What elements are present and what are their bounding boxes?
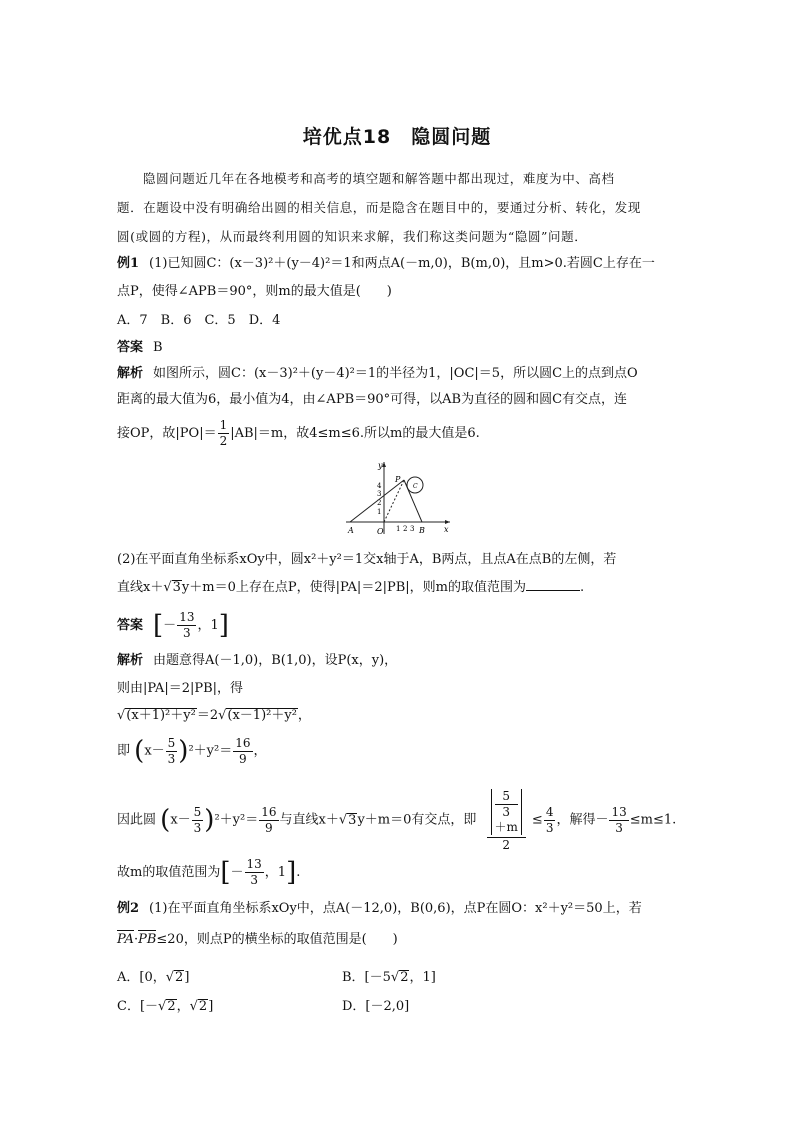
circle-center-label: C [413,483,418,490]
x-tick-2: 2 [403,525,408,533]
example1-analysis2-line6: 故m的取值范围为[－ $\frac{13}{3}$ ，1]. [117,857,301,888]
answer-label: 答案 [117,340,144,355]
answer-blank [526,578,580,591]
distance-fraction: 5 3 ＋m 2 [487,787,526,853]
y-tick-3: 3 [377,490,382,498]
example1-question1-line1: 例1 (1)已知圆C：(x－3)²＋(y－4)²＝1和两点A(－m,0)，B(m,0)，且m>0.若圆C上存在一 [117,256,655,271]
example1-analysis2-line4: 即 (x－ $\frac{5}{3}$ )²＋y²＝ $\frac{16}{9}$ ， [117,735,267,766]
point-A-label: A [348,526,354,535]
example1-question1-line2: 点P，使得∠APB＝90°，则m的最大值是( ) [117,284,392,299]
intro-line-2: 题．在题设中没有明确给出圆的相关信息，而是隐含在题目中的，要通过分析、转化，发现 [117,200,642,215]
example2-question-line2: PA·PB≤20，则点P的横坐标的取值范围是( ) [117,932,398,947]
example1-analysis1-line2: 距离的最大值为6，最小值为4，由∠APB＝90°可得，以AB为直径的圆和圆C有交点，连 [117,392,628,407]
example1-question2-line1: (2)在平面直角坐标系xOy中，圆x²＋y²＝1交x轴于A，B两点，且点A在点B的左侧，若 [117,552,617,567]
option-B: B．[－5√2，1] [342,970,436,985]
option-C: C．[－√2，√2] [117,999,214,1014]
page-title: 培优点18 隐圆问题 [302,126,492,148]
intro-line-3: 圆(或圆的方程)，从而最终利用圆的知识来求解，我们称这类问题为“隐圆”问题． [117,229,588,244]
option-A: A．[0，√2] [117,970,190,985]
example1-question1-options: A．7 B．6 C．5 D．4 [117,313,281,328]
example1-answer2: 答案 [－ $\frac{13}{3}$ ，1] [117,610,229,641]
intro-line-1: 隐圆问题近几年在各地模考和高考的填空题和解答题中都出现过，难度为中、高档 [143,171,615,186]
analysis-label: 解析 [117,366,144,381]
sqrt-radicand: 3 [172,580,181,595]
example1-answer1: 答案 B [117,340,163,355]
x-tick-1: 1 [396,525,401,533]
origin-label: O [377,527,384,536]
example1-analysis2-line5: 因此圆 (x－ $\frac{5}{3}$ )²＋y²＝ $\frac{16}{9}$ 与直线x＋√3y＋m＝0有交点，即 5 3 ＋m 2 ≤ $\frac{4}{3}$ ，解得－ $\frac{13}{3}$ ≤m≤1. [117,789,677,852]
example2-label: 例2 [117,901,140,916]
example1-analysis2-line2: 则由|PA|＝2|PB|，得 [117,681,244,696]
option-D: D．[－2,0] [342,999,410,1014]
x-tick-3: 3 [410,525,415,533]
example2-question-line1: 例2 (1)在平面直角坐标系xOy中，点A(－12,0)，B(0,6)，点P在圆O：x²＋y²＝50上，若 [117,901,642,916]
segment-OP-dashed [384,480,404,522]
example1-question2-line2: 直线x＋√3y＋m＝0上存在点P，使得|PA|＝2|PB|，则m的取值范围为 . [117,580,585,595]
example1-label: 例1 [117,256,140,271]
example1-analysis2-line1: 解析 由题意得A(－1,0)，B(1,0)，设P(x，y)， [117,653,398,668]
y-tick-2: 2 [377,499,382,507]
fraction-answer2: $\frac{13}{3}$ [179,610,195,640]
y-axis-label: y [378,461,383,470]
example1-analysis2-line3: √(x＋1)²＋y²＝2√(x－1)²＋y²， [117,708,311,723]
y-tick-4: 4 [377,482,382,490]
example1-analysis1-line3: 接OP，故|PO|＝ $\frac{1}{2}$ |AB|＝m，故4≤m≤6.所以m的最大值是6. [117,418,480,448]
point-B-label: B [419,526,425,535]
vector-PA: PA [117,932,134,947]
y-tick-1: 1 [377,508,382,516]
example1-figure [342,458,454,538]
point-P-label: P [395,475,401,484]
vector-PB: PB [138,932,157,947]
x-axis-label: x [444,525,449,534]
fraction-one-half: $\frac{1}{2}$ [219,418,228,448]
sqrt-symbol: √ [163,580,172,595]
example1-analysis1-line1: 解析 如图所示，圆C：(x－3)²＋(y－4)²＝1的半径为1，|OC|＝5，所以圆C上的点到点O [117,366,638,381]
